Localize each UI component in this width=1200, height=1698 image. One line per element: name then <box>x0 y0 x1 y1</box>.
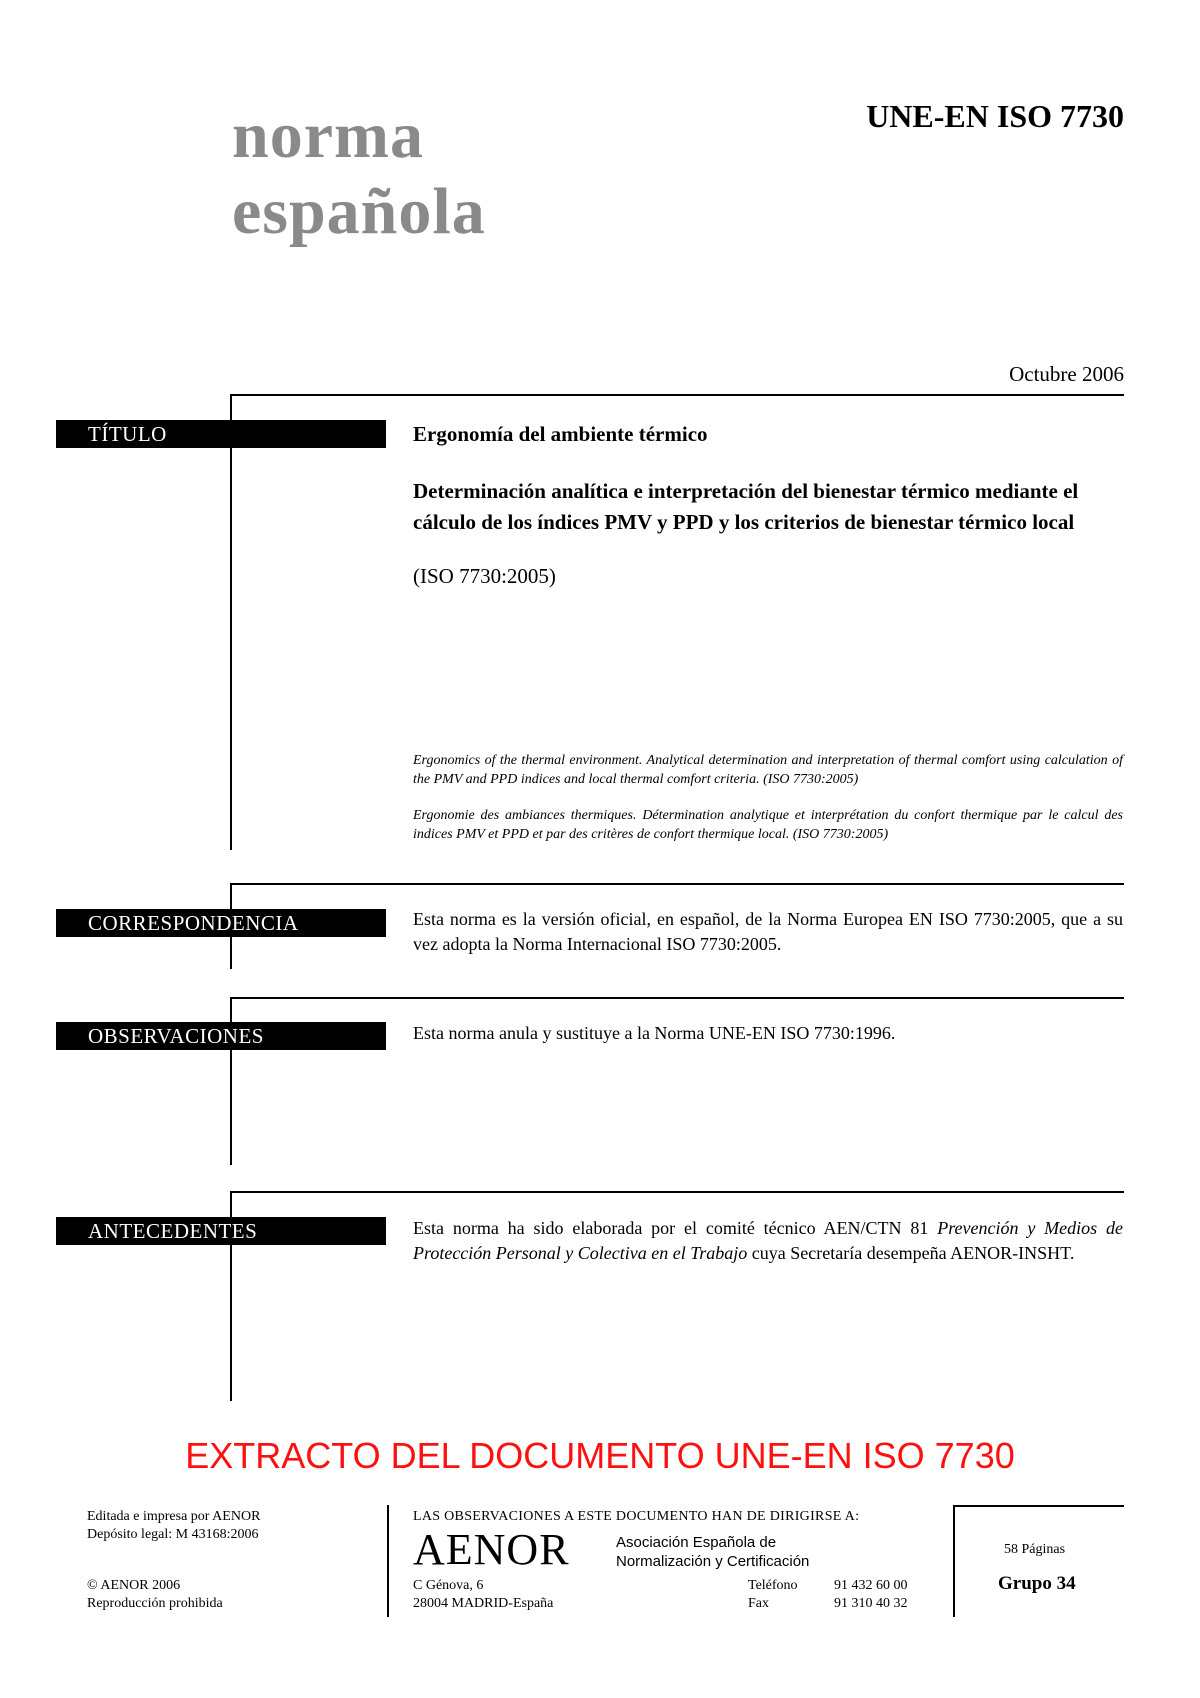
aenor-logo: AENOR <box>413 1525 570 1574</box>
correspondencia-text: Esta norma es la versión oficial, en español, de la Norma Europea EN ISO 7730:2005, que a su vez adopta la Norma Internacional ISO 7730:2005. <box>413 909 1123 954</box>
antecedentes-text-after: cuya Secretaría desempeña AENOR-INSHT. <box>747 1243 1075 1263</box>
divider-correspondencia <box>230 883 1124 885</box>
section-label-observaciones: OBSERVACIONES <box>56 1022 386 1050</box>
observations-heading: LAS OBSERVACIONES A ESTE DOCUMENTO HAN DE DIRIGIRSE A: <box>413 1509 860 1524</box>
rule-titulo <box>230 394 232 850</box>
divider-antecedentes <box>230 1191 1124 1193</box>
fax-value: 91 310 40 32 <box>834 1596 908 1611</box>
footer-divider-right <box>953 1505 955 1617</box>
contact-values <box>834 1577 908 1613</box>
section-label-antecedentes: ANTECEDENTES <box>56 1217 386 1245</box>
brand-line-2: española <box>232 175 486 248</box>
brand-line-1: norma <box>232 99 424 172</box>
standard-code: UNE-EN ISO 7730 <box>866 98 1124 134</box>
legal-deposit: Depósito legal: M 43168:2006 <box>87 1527 259 1542</box>
phone-label: Teléfono <box>748 1578 798 1593</box>
title-subtitle: Determinación analítica e interpretación del bienestar térmico mediante el cálculo de los índices PMV y PPD y los criterios de bienestar térmico local <box>413 479 1079 534</box>
footer-box-top <box>953 1505 1124 1507</box>
committee-name: Prevención y Medios de Protección Personal y Colectiva en el Trabajo <box>413 1218 1124 1263</box>
section-label-titulo: TÍTULO <box>56 420 386 448</box>
page-count: 58 Páginas <box>1004 1542 1066 1557</box>
address <box>413 1577 553 1613</box>
price-group: Grupo 34 <box>998 1573 1076 1594</box>
divider-observaciones <box>230 997 1124 999</box>
org-name-line-1: Asociación Española de <box>616 1534 777 1551</box>
antecedentes-text <box>413 1216 1123 1266</box>
section-label-correspondencia: CORRESPONDENCIA <box>56 909 386 937</box>
aenor-organization-name <box>616 1533 809 1571</box>
reproduction-notice: Reproducción prohibida <box>87 1596 223 1611</box>
observaciones-text: Esta norma anula y sustituye a la Norma UNE-EN ISO 7730:1996. <box>413 1023 896 1043</box>
org-name-line-2: Normalización y Certificación <box>616 1553 810 1570</box>
footer-edition <box>87 1508 260 1544</box>
phone-value: 91 432 60 00 <box>834 1578 908 1593</box>
antecedentes-text-before: Esta norma ha sido elaborada por el comité técnico AEN/CTN 81 <box>413 1218 938 1238</box>
publication-date: Octubre 2006 <box>1009 362 1124 386</box>
french-title: Ergonomie des ambiances thermiques. Détermination analytique et interprétation du confort thermique par le calcul des indices PMV et PPD et par des critères de confort thermique local. (ISO 7730:2005) <box>413 808 1123 842</box>
footer-divider-left <box>387 1505 389 1617</box>
contact-labels <box>748 1577 798 1613</box>
footer-copyright <box>87 1577 223 1613</box>
edited-by: Editada e impresa por AENOR <box>87 1509 261 1524</box>
address-line-2: 28004 MADRID-España <box>413 1596 554 1611</box>
english-title: Ergonomics of the thermal environment. Analytical determination and interpretation of thermal comfort using calculation of the PMV and PPD indices and local thermal comfort criteria. (ISO 7730:2005) <box>413 753 1123 787</box>
brand-title <box>232 98 486 250</box>
fax-label: Fax <box>748 1596 769 1611</box>
address-line-1: C Génova, 6 <box>413 1578 484 1593</box>
copyright: © AENOR 2006 <box>87 1578 181 1593</box>
divider-titulo <box>230 394 1124 396</box>
title-reference: (ISO 7730:2005) <box>413 564 556 588</box>
section-content-titulo <box>413 420 1123 590</box>
extract-notice: EXTRACTO DEL DOCUMENTO UNE-EN ISO 7730 <box>185 1435 1015 1476</box>
title-main: Ergonomía del ambiente térmico <box>413 422 708 446</box>
